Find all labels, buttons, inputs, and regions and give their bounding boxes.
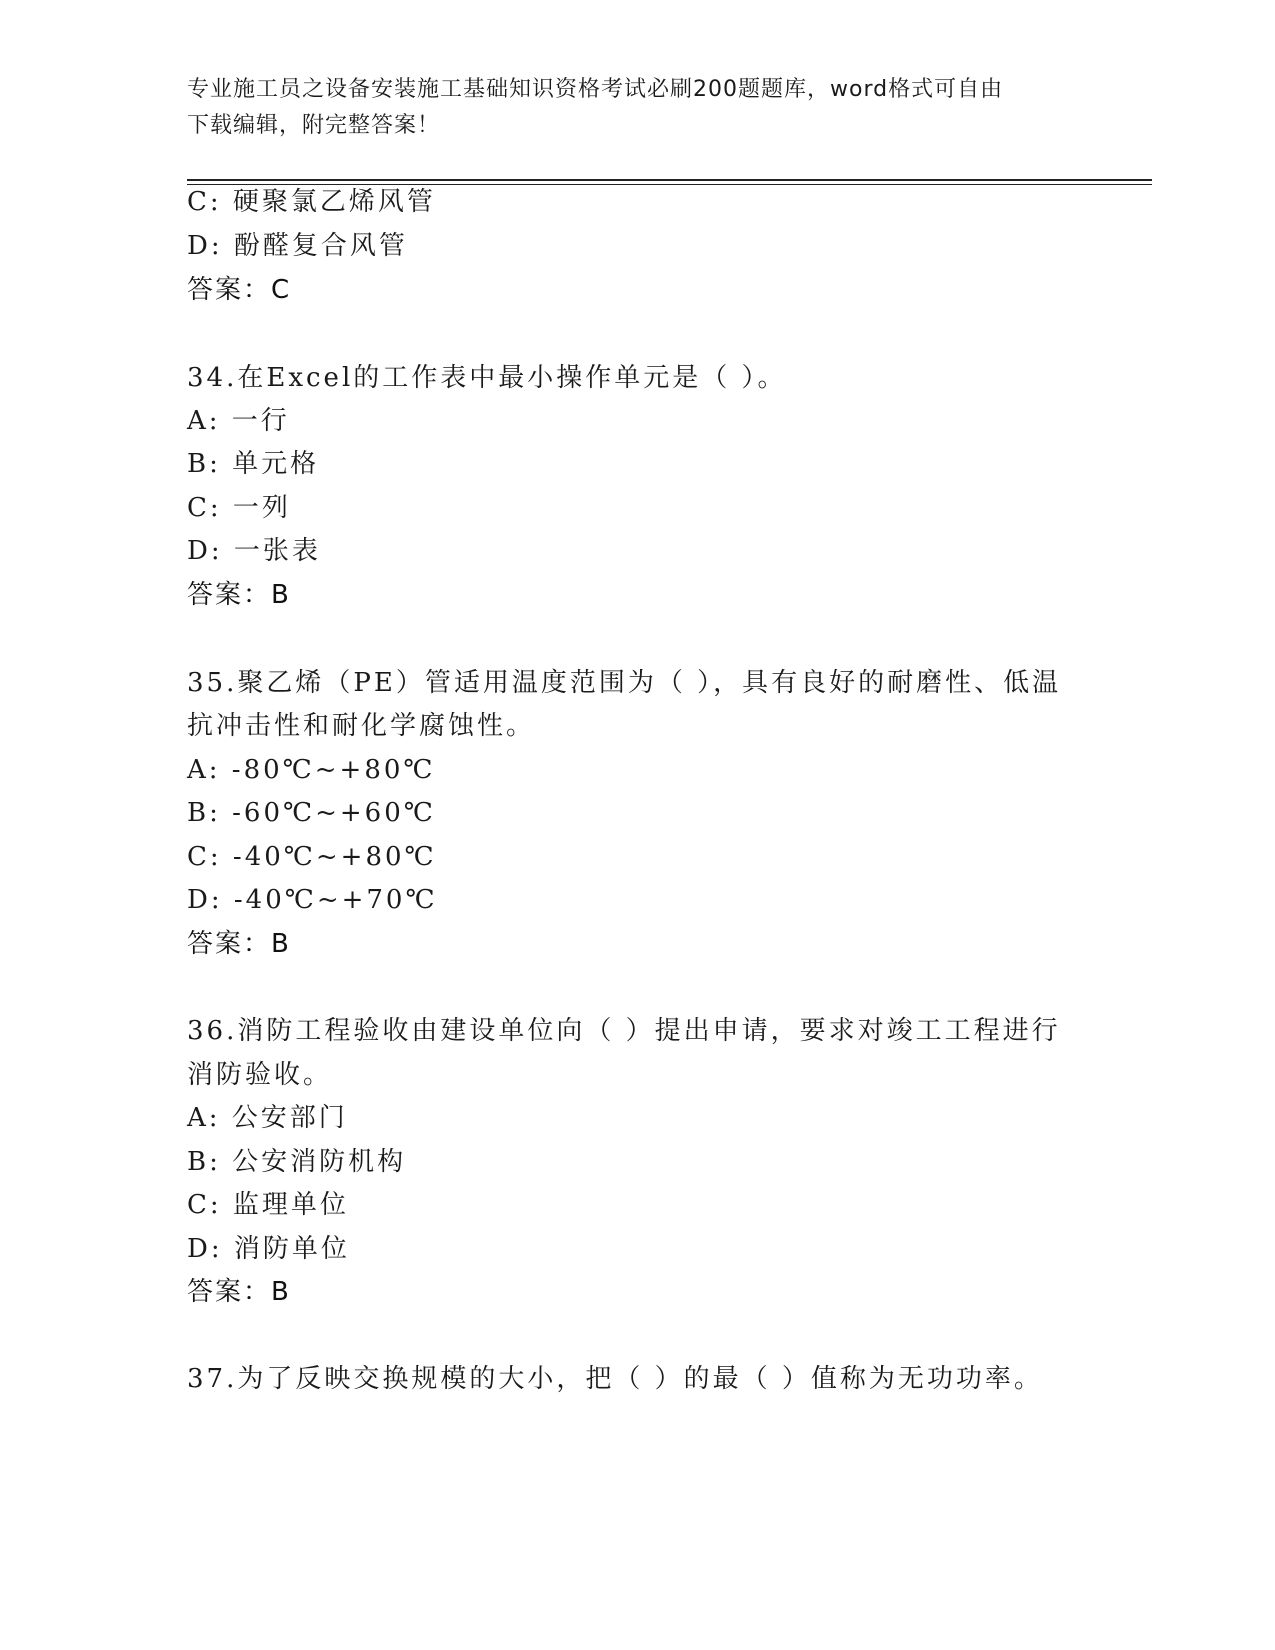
header-line-2: 下载编辑，附完整答案！ bbox=[187, 113, 441, 138]
q35-question-line-2: 抗冲击性和耐化学腐蚀性。 bbox=[187, 711, 536, 741]
q35-question-line-1: 35.聚乙烯（PE）管适用温度范围为（ ），具有良好的耐磨性、低温 bbox=[187, 668, 1062, 698]
document-header bbox=[187, 72, 1087, 144]
q36-question-line-2: 消防验收。 bbox=[187, 1060, 333, 1090]
q34-answer: 答案：B bbox=[187, 580, 291, 610]
header-rule-thick bbox=[187, 179, 1152, 181]
q36-option-b: B: 公安消防机构 bbox=[187, 1147, 407, 1177]
q33-option-d: D: 酚醛复合风管 bbox=[187, 231, 408, 261]
q35-answer: 答案：B bbox=[187, 929, 291, 959]
q33-answer: 答案：C bbox=[187, 275, 292, 305]
header-line-1: 专业施工员之设备安装施工基础知识资格考试必刷200题题库，word格式可自由 bbox=[187, 77, 1004, 102]
q37-question: 37.为了反映交换规模的大小，把（ ）的最（ ）值称为无功功率。 bbox=[187, 1364, 1043, 1394]
q35-option-d: D: -40℃~+70℃ bbox=[187, 885, 438, 915]
q34-option-c: C: 一列 bbox=[187, 493, 291, 523]
q34-option-a: A: 一行 bbox=[187, 406, 290, 436]
q34-option-b: B: 单元格 bbox=[187, 449, 320, 479]
q34-option-d: D: 一张表 bbox=[187, 536, 321, 566]
q35-option-a: A: -80℃~+80℃ bbox=[187, 755, 436, 785]
q35-option-c: C: -40℃~+80℃ bbox=[187, 842, 437, 872]
q36-option-d: D: 消防单位 bbox=[187, 1234, 350, 1264]
q34-question: 34.在Excel的工作表中最小操作单元是（ ）。 bbox=[187, 363, 787, 393]
q36-option-c: C: 监理单位 bbox=[187, 1190, 349, 1220]
q36-answer: 答案：B bbox=[187, 1277, 291, 1307]
q35-option-b: B: -60℃~+60℃ bbox=[187, 798, 436, 828]
q36-option-a: A: 公安部门 bbox=[187, 1103, 348, 1133]
q33-option-c: C: 硬聚氯乙烯风管 bbox=[187, 187, 436, 217]
q36-question-line-1: 36.消防工程验收由建设单位向（ ）提出申请，要求对竣工工程进行 bbox=[187, 1016, 1061, 1046]
